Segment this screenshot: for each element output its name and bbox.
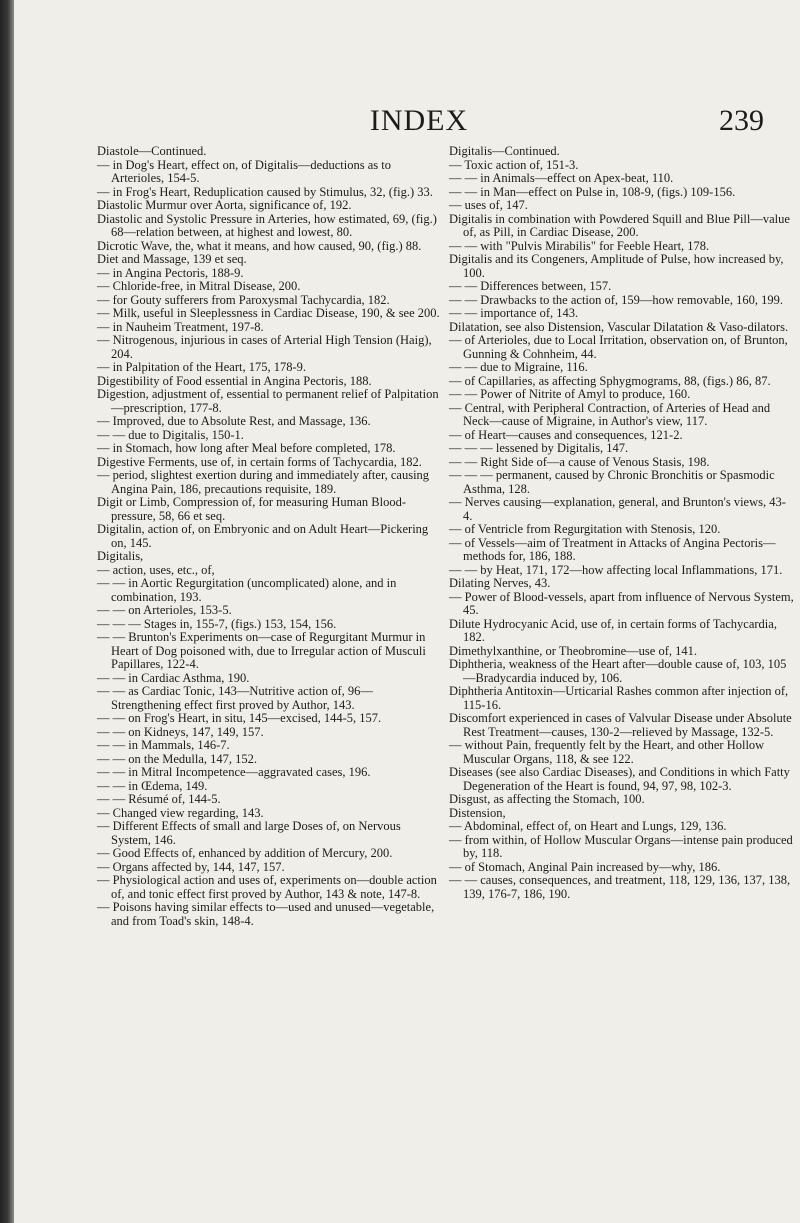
index-entry: — Improved, due to Absolute Rest, and Massage, 136. [97,414,371,428]
index-entry: — Changed view regarding, 143. [97,805,264,820]
index-entry: — — in Man—effect on Pulse in, 108-9, (figs.) 109-156. [449,184,736,199]
index-entry: Digitalin, action of, on Embryonic and on Adult Heart—Pickering on, 145. [97,522,429,550]
index-entry: Diastolic and Systolic Pressure in Arteries, how estimated, 69, (fig.) 68—relation between, at highest and lowest, 80. [97,211,437,239]
index-entry: — in Nauheim Treatment, 197-8. [97,319,264,334]
index-entry: — for Gouty sufferers from Paroxysmal Tachycardia, 182. [97,292,390,307]
index-entry: — Good Effects of, enhanced by addition of Mercury, 200. [97,846,393,860]
index-entry: — of Stomach, Anginal Pain increased by—why, 186. [449,859,721,874]
index-entry: — period, slightest exertion during and immediately after, causing Angina Pain, 186, precautions requisite, 189. [97,468,430,496]
index-entry: — — — lessened by Digitalis, 147. [449,441,629,455]
index-entry: — — due to Migraine, 116. [449,360,588,374]
page-number: 239 [719,104,764,137]
index-entry: — in Frog's Heart, Reduplication caused by Stimulus, 32, (fig.) 33. [97,184,433,199]
index-entry: Dicrotic Wave, the, what it means, and how caused, 90, (fig.) 88. [97,238,422,253]
index-entry: Dilute Hydrocyanic Acid, use of, in certain forms of Tachycardia, 182. [449,616,777,644]
index-entry: — — with "Pulvis Mirabilis" for Feeble Heart, 178. [449,238,710,253]
index-entry: — — Right Side of—a cause of Venous Stasis, 198. [449,454,710,469]
index-entry: Dilating Nerves, 43. [449,576,551,590]
index-entry: Digestive Ferments, use of, in certain forms of Tachycardia, 182. [97,454,422,469]
index-entry: — — Brunton's Experiments on—case of Regurgitant Murmur in Heart of Dog poisoned with, due to Irregular action of Musculi Papillares, 122-4. [97,630,426,671]
index-entry: Distension, [449,805,506,820]
index-entry: — Central, with Peripheral Contraction, of Arteries of Head and Neck—cause of Migraine, in Author's view, 117. [449,400,771,428]
index-entry: — without Pain, frequently felt by the Heart, and other Hollow Muscular Organs, 118, & see 122. [449,738,765,766]
index-entry: — of Capillaries, as affecting Sphygmograms, 88, (figs.) 86, 87. [449,373,771,388]
index-entry: — Organs affected by, 144, 147, 157. [97,859,285,874]
index-entry: — of Ventricle from Regurgitation with Stenosis, 120. [449,522,721,536]
index-entry: — in Angina Pectoris, 188-9. [97,265,244,280]
index-entry: Diphtheria, weakness of the Heart after—double cause of, 103, 105—Bradycardia induced by, 106. [449,657,787,685]
index-entry: Diastolic Murmur over Aorta, significance of, 192. [97,198,352,212]
index-entry: — — Résumé of, 144-5. [97,792,221,806]
index-entry: Dilatation, see also Distension, Vascular Dilatation & Vaso-dilators. [449,319,789,334]
index-entry: Diastole—Continued. [97,144,207,158]
index-entry: — Toxic action of, 151-3. [449,157,579,172]
index-entry: — Nitrogenous, injurious in cases of Arterial High Tension (Haig), 204. [97,333,432,361]
index-entry: — in Dog's Heart, effect on, of Digitalis—deductions as to Arterioles, 154-5. [97,157,391,185]
index-entry: Digitalis, [97,549,144,563]
index-entry: — Different Effects of small and large Doses of, on Nervous System, 146. [97,819,401,847]
index-entry: — Physiological action and uses of, experiments on—double action of, and tonic effect first proved by Author, 143 & note, 147-8. [97,873,437,901]
index-entry: Digitalis and its Congeners, Amplitude of Pulse, how increased by, 100. [449,252,784,280]
index-entry: Disgust, as affecting the Stomach, 100. [449,792,645,806]
index-entry: Digitalis in combination with Powdered Squill and Blue Pill—value of, as Pill, in Cardiac Disease, 200. [449,211,790,239]
index-entry: — — in Cardiac Asthma, 190. [97,670,250,685]
index-entry: — uses of, 147. [449,198,528,212]
index-entry: — Poisons having similar effects to—used and unused—vegetable, and from Toad's skin, 148-4. [97,900,435,928]
index-entry: — action, uses, etc., of, [97,562,215,577]
index-entry: Digitalis—Continued. [449,144,560,158]
index-entry: — — Power of Nitrite of Amyl to produce, 160. [449,387,691,401]
index-entry: — — as Cardiac Tonic, 143—Nutritive action of, 96—Strengthening effect first proved by Author, 143. [97,684,373,712]
running-head [74,104,764,140]
index-entry: — in Stomach, how long after Meal before completed, 178. [97,441,396,455]
index-entry: — Abdominal, effect of, on Heart and Lungs, 129, 136. [449,819,727,833]
index-entry: Diphtheria Antitoxin—Urticarial Rashes common after injection of, 115-16. [449,684,789,712]
index-entry: — — on Arterioles, 153-5. [97,603,232,617]
index-entry: — — on Frog's Heart, in situ, 145—excised, 144-5, 157. [97,711,382,725]
index-entry: — — importance of, 143. [449,306,579,320]
index-entry: — of Arterioles, due to Local Irritation, observation on, of Brunton, Gunning & Cohnheim, 44. [449,333,788,361]
index-entry: Digit or Limb, Compression of, for measuring Human Blood-pressure, 58, 66 et seq. [97,495,406,523]
index-entry: — — on Kidneys, 147, 149, 157. [97,724,264,739]
index-entry: — Milk, useful in Sleeplessness in Cardiac Disease, 190, & see 200. [97,306,440,320]
index-entry: — — in Mitral Incompetence—aggravated cases, 196. [97,765,371,779]
index-entry: — — Drawbacks to the action of, 159—how removable, 160, 199. [449,292,783,307]
index-entry: — — in Mammals, 146-7. [97,738,230,752]
index-entry: — — causes, consequences, and treatment, 118, 129, 136, 137, 138, 139, 176-7, 186, 190. [449,873,791,901]
index-entry: Dimethylxanthine, or Theobromine—use of, 141. [449,643,697,658]
index-entry: — — — permanent, caused by Chronic Bronchitis or Spasmodic Asthma, 128. [449,468,775,496]
index-entry: — — Differences between, 157. [449,279,612,293]
index-column-left [97,145,443,928]
index-entry: Discomfort experienced in cases of Valvular Disease under Absolute Rest Treatment—causes, 130-2—relieved by Massage, 132-5. [449,711,792,739]
index-entry: — Nerves causing—explanation, general, and Brunton's views, 43-4. [449,495,786,523]
index-entry: — of Heart—causes and consequences, 121-2. [449,427,683,442]
book-page [14,0,800,1223]
index-entry: — — — Stages in, 155-7, (figs.) 153, 154, 156. [97,616,337,631]
index-entry: — in Palpitation of the Heart, 175, 178-9. [97,360,306,374]
index-entry: Diseases (see also Cardiac Diseases), and Conditions in which Fatty Degeneration of the Heart is found, 94, 97, 98, 102-3. [449,765,790,793]
book-spine-shadow [0,0,14,1223]
index-entry: — — in Aortic Regurgitation (uncomplicated) alone, and in combination, 193. [97,576,397,604]
index-entry: — from within, of Hollow Muscular Organs—intense pain produced by, 118. [449,832,793,860]
page-title: INDEX [369,104,469,137]
index-entry: — — in Œdema, 149. [97,778,208,793]
index-entry: — — in Animals—effect on Apex-beat, 110. [449,171,674,185]
index-entry: Digestion, adjustment of, essential to permanent relief of Palpitation—prescription, 177-8. [97,387,439,415]
index-entry: — of Vessels—aim of Treatment in Attacks of Angina Pectoris—methods for, 186, 188. [449,535,776,563]
index-entry: — — by Heat, 171, 172—how affecting local Inflammations, 171. [449,562,783,577]
index-entry: — Power of Blood-vessels, apart from influence of Nervous System, 45. [449,589,794,617]
index-entry: Diet and Massage, 139 et seq. [97,252,247,266]
index-column-right [449,145,795,901]
index-entry: — — on the Medulla, 147, 152. [97,751,258,766]
index-entry: Digestibility of Food essential in Angina Pectoris, 188. [97,373,372,388]
index-entry: — Chloride-free, in Mitral Disease, 200. [97,279,301,293]
index-entry: — — due to Digitalis, 150-1. [97,427,244,442]
